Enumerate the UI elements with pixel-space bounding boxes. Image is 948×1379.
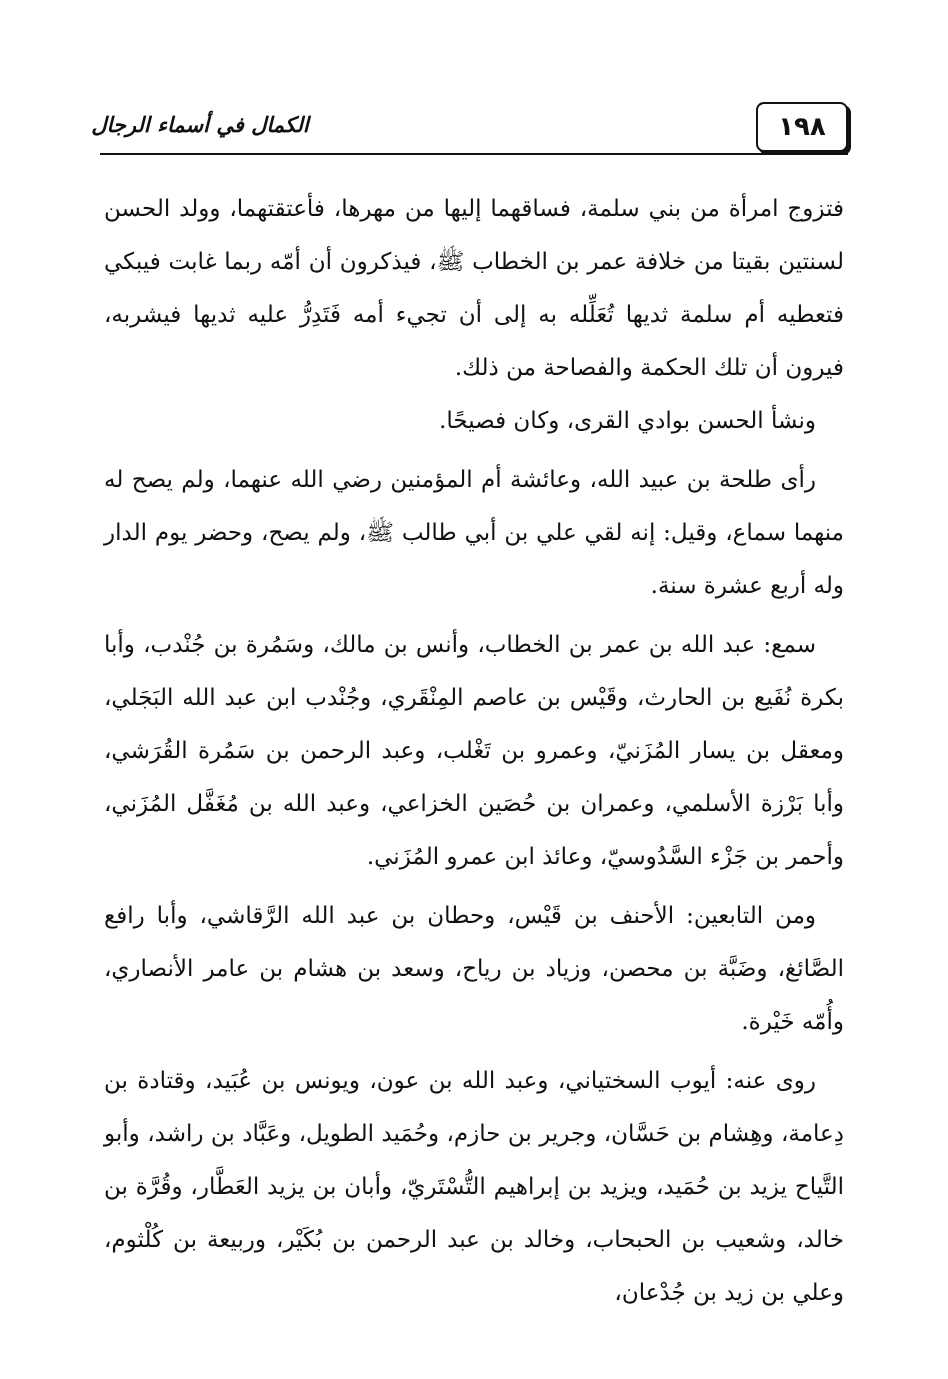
paragraph-2: ونشأ الحسن بوادي القرى، وكان فصيحًا. — [439, 408, 816, 434]
page-number: ١٩٨ — [756, 102, 848, 152]
running-title: الكمال في أسماء الرجال — [91, 111, 309, 137]
page-header — [91, 98, 848, 158]
paragraph-3: رأى طلحة بن عبيد الله، وعائشة أم المؤمنين رضي الله عنهما، ولم يصح له منهما سماع، وقيل: إنه لقي علي بن أبي طالب ﷺ، ولم يصح، وحضر يوم الدار وله أربع عشرة سنة. — [104, 467, 844, 599]
paragraph-4: سمع: عبد الله بن عمر بن الخطاب، وأنس بن مالك، وسَمُرة بن جُنْدب، وأبا بكرة نُفَيع بن الحارث، وقَيْس بن عاصم المِنْقَري، وجُنْدب ابن عبد الله البَجَلي، ومعقل بن يسار المُزَنيّ، وعمرو بن تَغْلب، وعبد الرحمن بن سَمُرة القُرَشي، وأبا بَرْزة الأسلمي، وعمران بن حُصَين الخزاعي، وعبد الله بن مُغَفَّل المُزَني، وأحمر بن جَزْء السَّدُوسيّ، وعائذ ابن عمرو المُزَني. — [104, 632, 844, 870]
paragraph-5: ومن التابعين: الأحنف بن قَيْس، وحطان بن عبد الله الرَّقاشي، وأبا رافع الصَّائغ، وضَبَّة بن محصن، وزياد بن رياح، وسعد بن هشام بن عامر الأنصاري، وأُمّه خَيْرة. — [104, 903, 844, 1035]
page-body — [104, 183, 844, 1320]
paragraph-6: روى عنه: أيوب السختياني، وعبد الله بن عون، ويونس بن عُبَيد، وقتادة بن دِعامة، وهِشام بن حَسَّان، وجرير بن حازم، وحُمَيد الطويل، وعَبَّاد بن راشد، وأبو التَّياح يزيد بن حُمَيد، ويزيد بن إبراهيم التُّسْتَريّ، وأبان بن يزيد العَطَّار، وقُرَّة بن خالد، وشعيب بن الحبحاب، وخالد بن عبد الرحمن بن بُكَيْر، وربيعة بن كُلْثوم، وعلي بن زيد بن جُدْعان، — [104, 1068, 844, 1306]
paragraph-1: فتزوج امرأة من بني سلمة، فساقهما إليها من مهرها، فأعتقتهما، وولد الحسن لسنتين بقيتا من خلافة عمر بن الخطاب ﷺ، فيذكرون أن أمّه ربما غابت فيبكي فتعطيه أم سلمة ثديها تُعَلِّله به إلى أن تجيء أمه فَتَدِرُّ عليه ثديها فيشربه، فيرون أن تلك الحكمة والفصاحة من ذلك. — [104, 196, 844, 381]
header-divider — [100, 153, 848, 155]
